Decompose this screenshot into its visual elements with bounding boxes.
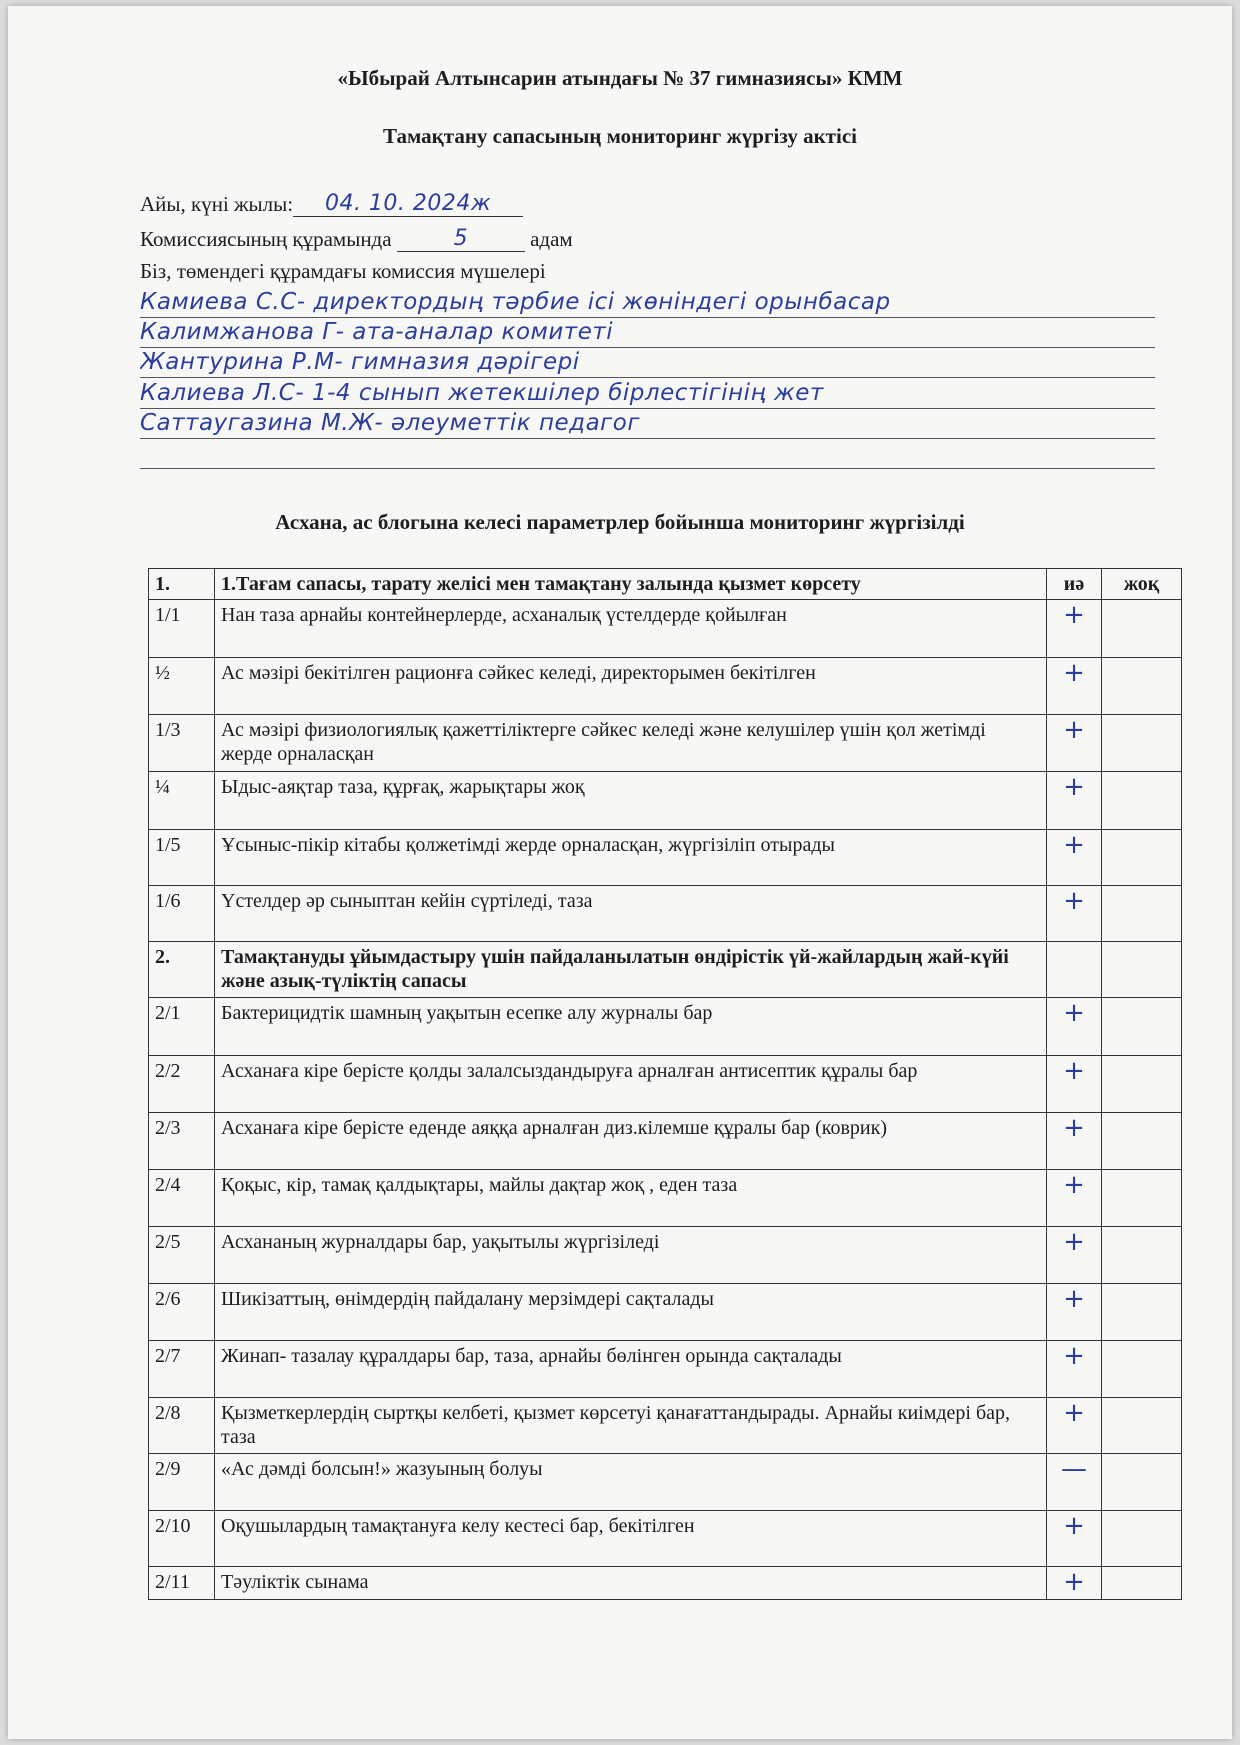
row-yes-mark-cell bbox=[1047, 1567, 1102, 1600]
commission-count: 5 bbox=[453, 226, 469, 251]
row-no-mark-cell bbox=[1102, 658, 1182, 715]
table-row bbox=[149, 772, 1182, 830]
row-criterion: Нан таза арнайы контейнерлерде, асханалық үстелдерде қойылған bbox=[215, 600, 1047, 658]
row-number: 2/6 bbox=[149, 1284, 215, 1341]
row-no-mark-cell bbox=[1102, 1170, 1182, 1227]
row-criterion: Ыдыс-аяқтар таза, құрғақ, жарықтары жоқ bbox=[215, 772, 1047, 830]
row-yes-mark-cell bbox=[1047, 1113, 1102, 1170]
row-no-mark-cell bbox=[1102, 830, 1182, 886]
row-criterion: Шикізаттың, өнімдердің пайдалану мерзімдері сақталады bbox=[215, 1284, 1047, 1341]
row-yes-mark: + bbox=[1063, 1227, 1085, 1257]
row-criterion: Асхананың журналдары бар, уақытылы жүргізіледі bbox=[215, 1227, 1047, 1284]
document-title: «Ыбырай Алтынсарин атындағы № 37 гимназиясы» КММ bbox=[337, 66, 903, 90]
row-number: 2/2 bbox=[149, 1056, 215, 1113]
row-yes-mark-cell bbox=[1047, 1056, 1102, 1113]
row-criterion: «Ас дәмді болсын!» жазуының болуы bbox=[215, 1454, 1047, 1511]
row-no-mark-cell bbox=[1102, 886, 1182, 942]
row-yes-mark-cell bbox=[1047, 1454, 1102, 1511]
table-row bbox=[149, 1341, 1182, 1398]
row-no-mark-cell bbox=[1102, 600, 1182, 658]
table-row bbox=[149, 998, 1182, 1056]
row-yes-mark-cell bbox=[1047, 658, 1102, 715]
table-row bbox=[149, 600, 1182, 658]
row-criterion: Оқушылардың тамақтануға келу кестесі бар, бекітілген bbox=[215, 1511, 1047, 1567]
row-number: 2/7 bbox=[149, 1341, 215, 1398]
row-criterion: Жинап- тазалау құралдары бар, таза, арнайы бөлінген орында сақталады bbox=[215, 1341, 1047, 1398]
table-row bbox=[149, 886, 1182, 942]
row-yes-mark: + bbox=[1063, 600, 1085, 630]
row-number: 2/9 bbox=[149, 1454, 215, 1511]
row-no-mark-cell bbox=[1102, 715, 1182, 772]
row-no-mark-cell bbox=[1102, 1511, 1182, 1567]
row-number: 1/3 bbox=[149, 715, 215, 772]
row-yes-mark-cell bbox=[1047, 1284, 1102, 1341]
row-number: 2/8 bbox=[149, 1398, 215, 1454]
row-criterion: Тәуліктік сынама bbox=[215, 1567, 1047, 1600]
commission-line bbox=[140, 226, 573, 252]
table-header-row bbox=[149, 569, 1182, 600]
row-yes-mark-cell bbox=[1047, 600, 1102, 658]
header-no: жоқ bbox=[1102, 569, 1182, 600]
row-number: 2/5 bbox=[149, 1227, 215, 1284]
row-no-mark-cell bbox=[1102, 1567, 1182, 1600]
row-no-mark-cell bbox=[1102, 1454, 1182, 1511]
member-line: Калиева Л.С- 1-4 сынып жетекшілер бірлестігінің жет bbox=[140, 378, 1155, 409]
table-row bbox=[149, 1056, 1182, 1113]
row-yes-mark: — bbox=[1061, 1454, 1087, 1484]
row-yes-mark: + bbox=[1063, 1398, 1085, 1428]
row-criterion: Бактерицидтік шамның уақытын есепке алу журналы бар bbox=[215, 998, 1047, 1056]
row-no-mark-cell bbox=[1102, 1341, 1182, 1398]
row-criterion: Ас мәзірі физиологиялық қажеттіліктерге сәйкес келеді және келушілер үшін қол жетімді жерде орналасқан bbox=[215, 715, 1047, 772]
row-number: ½ bbox=[149, 658, 215, 715]
row-number: 2/4 bbox=[149, 1170, 215, 1227]
row-criterion: Тамақтануды ұйымдастыру үшін пайдаланылатын өндірістік үй-жайлардың жай-күйі және азық-түліктің сапасы bbox=[215, 942, 1047, 998]
header-yes: иә bbox=[1047, 569, 1102, 600]
row-criterion: Үстелдер әр сыныптан кейін сүртіледі, таза bbox=[215, 886, 1047, 942]
table-row bbox=[149, 1511, 1182, 1567]
row-number: 2/3 bbox=[149, 1113, 215, 1170]
member-line: Жантурина Р.М- гимназия дәрігері bbox=[140, 347, 1155, 378]
row-no-mark-cell bbox=[1102, 998, 1182, 1056]
row-yes-mark: + bbox=[1063, 1113, 1085, 1143]
row-number: 1/1 bbox=[149, 600, 215, 658]
header-criterion: 1.Тағам сапасы, тарату желісі мен тамақтану залында қызмет көрсету bbox=[215, 569, 1047, 600]
date-line bbox=[140, 191, 523, 217]
member-line bbox=[140, 438, 1155, 469]
row-yes-mark: + bbox=[1063, 772, 1085, 802]
row-criterion: Қызметкерлердің сыртқы келбеті, қызмет көрсетуі қанағаттандырады. Арнайы киімдері бар, таза bbox=[215, 1398, 1047, 1454]
row-yes-mark: + bbox=[1063, 1511, 1085, 1541]
row-no-mark-cell bbox=[1102, 1398, 1182, 1454]
row-yes-mark: + bbox=[1063, 715, 1085, 745]
commission-unit: адам bbox=[530, 227, 573, 251]
row-criterion: Асханаға кіре берісте қолды залалсыздандыруға арналған антисептик құралы бар bbox=[215, 1056, 1047, 1113]
date-label: Айы, күні жылы: bbox=[140, 192, 294, 216]
commission-label: Комиссиясының құрамында bbox=[140, 227, 392, 251]
table-row bbox=[149, 1398, 1182, 1454]
row-yes-mark-cell bbox=[1047, 886, 1102, 942]
row-number: 2/10 bbox=[149, 1511, 215, 1567]
row-yes-mark-cell bbox=[1047, 942, 1102, 998]
row-yes-mark: + bbox=[1063, 886, 1085, 916]
row-yes-mark: + bbox=[1063, 1341, 1085, 1371]
row-yes-mark-cell bbox=[1047, 715, 1102, 772]
table-row bbox=[149, 1284, 1182, 1341]
table-row bbox=[149, 1567, 1182, 1600]
row-no-mark-cell bbox=[1102, 1113, 1182, 1170]
row-yes-mark: + bbox=[1063, 1567, 1085, 1597]
table-row bbox=[149, 658, 1182, 715]
row-yes-mark-cell bbox=[1047, 1511, 1102, 1567]
row-number: 1/5 bbox=[149, 830, 215, 886]
table-row bbox=[149, 1454, 1182, 1511]
row-criterion: Асханаға кіре берісте еденде аяққа арналған диз.кілемше құралы бар (коврик) bbox=[215, 1113, 1047, 1170]
table-row bbox=[149, 830, 1182, 886]
row-number: 2/11 bbox=[149, 1567, 215, 1600]
row-number: 2. bbox=[149, 942, 215, 998]
members-intro: Біз, төмендегі құрамдағы комиссия мүшелері bbox=[140, 259, 546, 283]
row-yes-mark-cell bbox=[1047, 830, 1102, 886]
row-yes-mark-cell bbox=[1047, 1170, 1102, 1227]
section-heading: Асхана, ас блогына келесі параметрлер бойынша мониторинг жүргізілді bbox=[275, 510, 965, 534]
document-page bbox=[8, 6, 1232, 1739]
row-no-mark-cell bbox=[1102, 1056, 1182, 1113]
date-value: 04. 10. 2024ж bbox=[324, 191, 492, 216]
row-number: ¼ bbox=[149, 772, 215, 830]
row-no-mark-cell bbox=[1102, 772, 1182, 830]
member-line: Калимжанова Г- ата-аналар комитеті bbox=[140, 317, 1155, 348]
row-yes-mark-cell bbox=[1047, 998, 1102, 1056]
date-underline bbox=[293, 191, 523, 217]
header-num: 1. bbox=[149, 569, 215, 600]
row-no-mark-cell bbox=[1102, 1227, 1182, 1284]
row-criterion: Қоқыс, кір, тамақ қалдықтары, майлы дақтар жоқ , еден таза bbox=[215, 1170, 1047, 1227]
section-row bbox=[149, 942, 1182, 998]
row-yes-mark: + bbox=[1063, 1056, 1085, 1086]
table-row bbox=[149, 715, 1182, 772]
member-line: Камиева С.С- директордың тәрбие ісі жөніндегі орынбасар bbox=[140, 287, 1155, 318]
row-yes-mark: + bbox=[1063, 998, 1085, 1028]
row-criterion: Ұсыныс-пікір кітабы қолжетімді жерде орналасқан, жүргізіліп отырады bbox=[215, 830, 1047, 886]
row-number: 1/6 bbox=[149, 886, 215, 942]
document-subtitle: Тамақтану сапасының мониторинг жүргізу актісі bbox=[383, 124, 857, 148]
commission-underline bbox=[397, 226, 525, 252]
monitoring-table bbox=[148, 568, 1182, 1600]
row-yes-mark-cell bbox=[1047, 1341, 1102, 1398]
row-yes-mark-cell bbox=[1047, 1227, 1102, 1284]
row-yes-mark: + bbox=[1063, 658, 1085, 688]
row-yes-mark-cell bbox=[1047, 772, 1102, 830]
row-criterion: Ас мәзірі бекітілген рационға сәйкес келеді, директорымен бекітілген bbox=[215, 658, 1047, 715]
row-yes-mark: + bbox=[1063, 1284, 1085, 1314]
row-no-mark-cell bbox=[1102, 1284, 1182, 1341]
table-row bbox=[149, 1227, 1182, 1284]
row-number: 2/1 bbox=[149, 998, 215, 1056]
table-row bbox=[149, 1170, 1182, 1227]
row-yes-mark-cell bbox=[1047, 1398, 1102, 1454]
table-row bbox=[149, 1113, 1182, 1170]
member-line: Саттаугазина М.Ж- әлеуметтік педагог bbox=[140, 408, 1155, 439]
row-yes-mark: + bbox=[1063, 830, 1085, 860]
row-no-mark-cell bbox=[1102, 942, 1182, 998]
row-yes-mark: + bbox=[1063, 1170, 1085, 1200]
